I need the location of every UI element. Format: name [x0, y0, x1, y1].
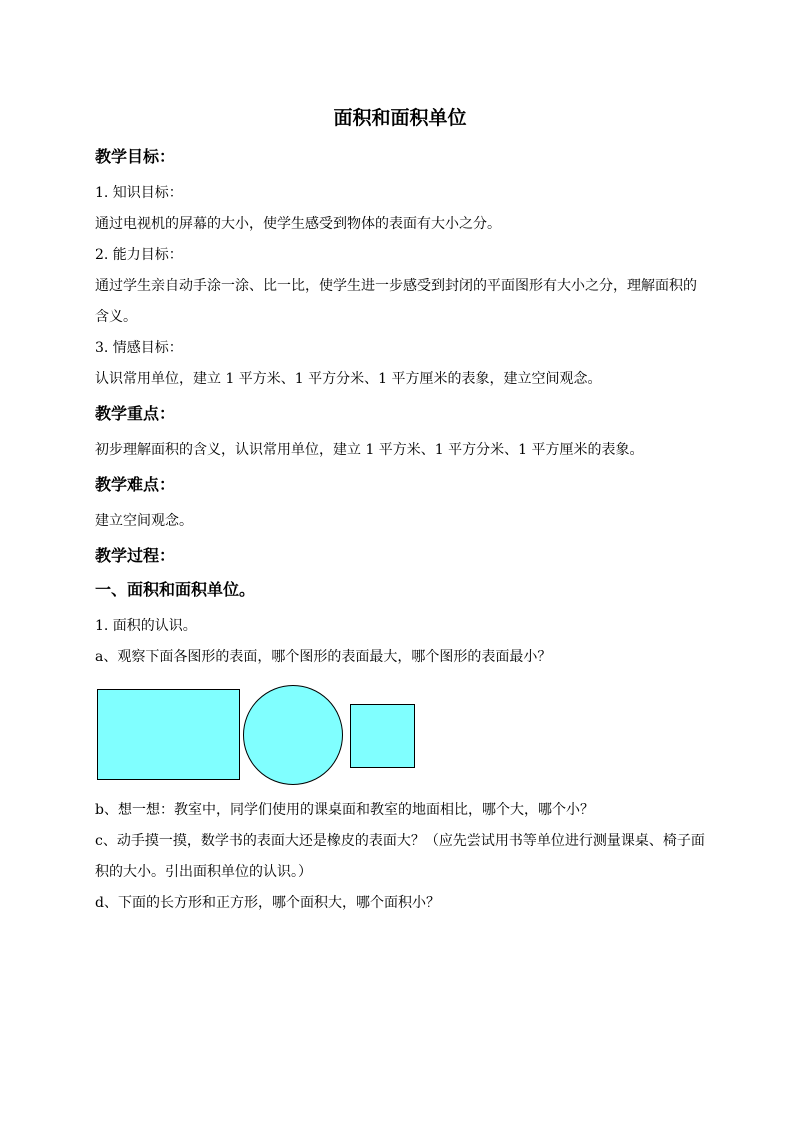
difficulty-text: 建立空间观念。 [95, 513, 193, 529]
section1-heading: 一、面积和面积单位。 [95, 580, 256, 599]
goal2-text: 通过学生亲自动手涂一涂、比一比，使学生进一步感受到封闭的平面图形有大小之分，理解面积的含义。 [95, 278, 697, 325]
goal1-label: 1. 知识目标： [95, 185, 183, 201]
goal2-label: 2. 能力目标： [95, 247, 183, 263]
circle-shape [243, 685, 343, 785]
difficulty-heading: 教学难点： [95, 475, 176, 494]
shapes-figure [95, 685, 705, 789]
document-page [95, 104, 705, 919]
goal1-text: 通过电视机的屏幕的大小，使学生感受到物体的表面有大小之分。 [95, 216, 501, 232]
goals-heading: 教学目标： [95, 147, 176, 166]
rectangle-shape [97, 689, 240, 780]
question-d: d、下面的长方形和正方形，哪个面积大，哪个面积小？ [95, 895, 440, 911]
key-points-heading: 教学重点： [95, 404, 176, 423]
question-c: c、动手摸一摸，数学书的表面大还是橡皮的表面大？（应先尝试用书等单位进行测量课桌、椅子面积的大小。引出面积单位的认识。） [95, 833, 705, 880]
key-points-text: 初步理解面积的含义，认识常用单位，建立 1 平方米、1 平方分米、1 平方厘米的表象。 [95, 442, 644, 458]
document-title: 面积和面积单位 [333, 107, 467, 129]
question-b: b、想一想：教室中，同学们使用的课桌面和教室的地面相比，哪个大，哪个小？ [95, 802, 594, 818]
question-a: a、观察下面各图形的表面，哪个图形的表面最大，哪个图形的表面最小？ [95, 649, 552, 665]
item1-label: 1. 面积的认识。 [95, 618, 197, 634]
goal3-label: 3. 情感目标： [95, 340, 183, 356]
square-shape [350, 704, 415, 768]
process-heading: 教学过程： [95, 546, 176, 565]
goal3-text: 认识常用单位，建立 1 平方米、1 平方分米、1 平方厘米的表象，建立空间观念。 [95, 371, 602, 387]
